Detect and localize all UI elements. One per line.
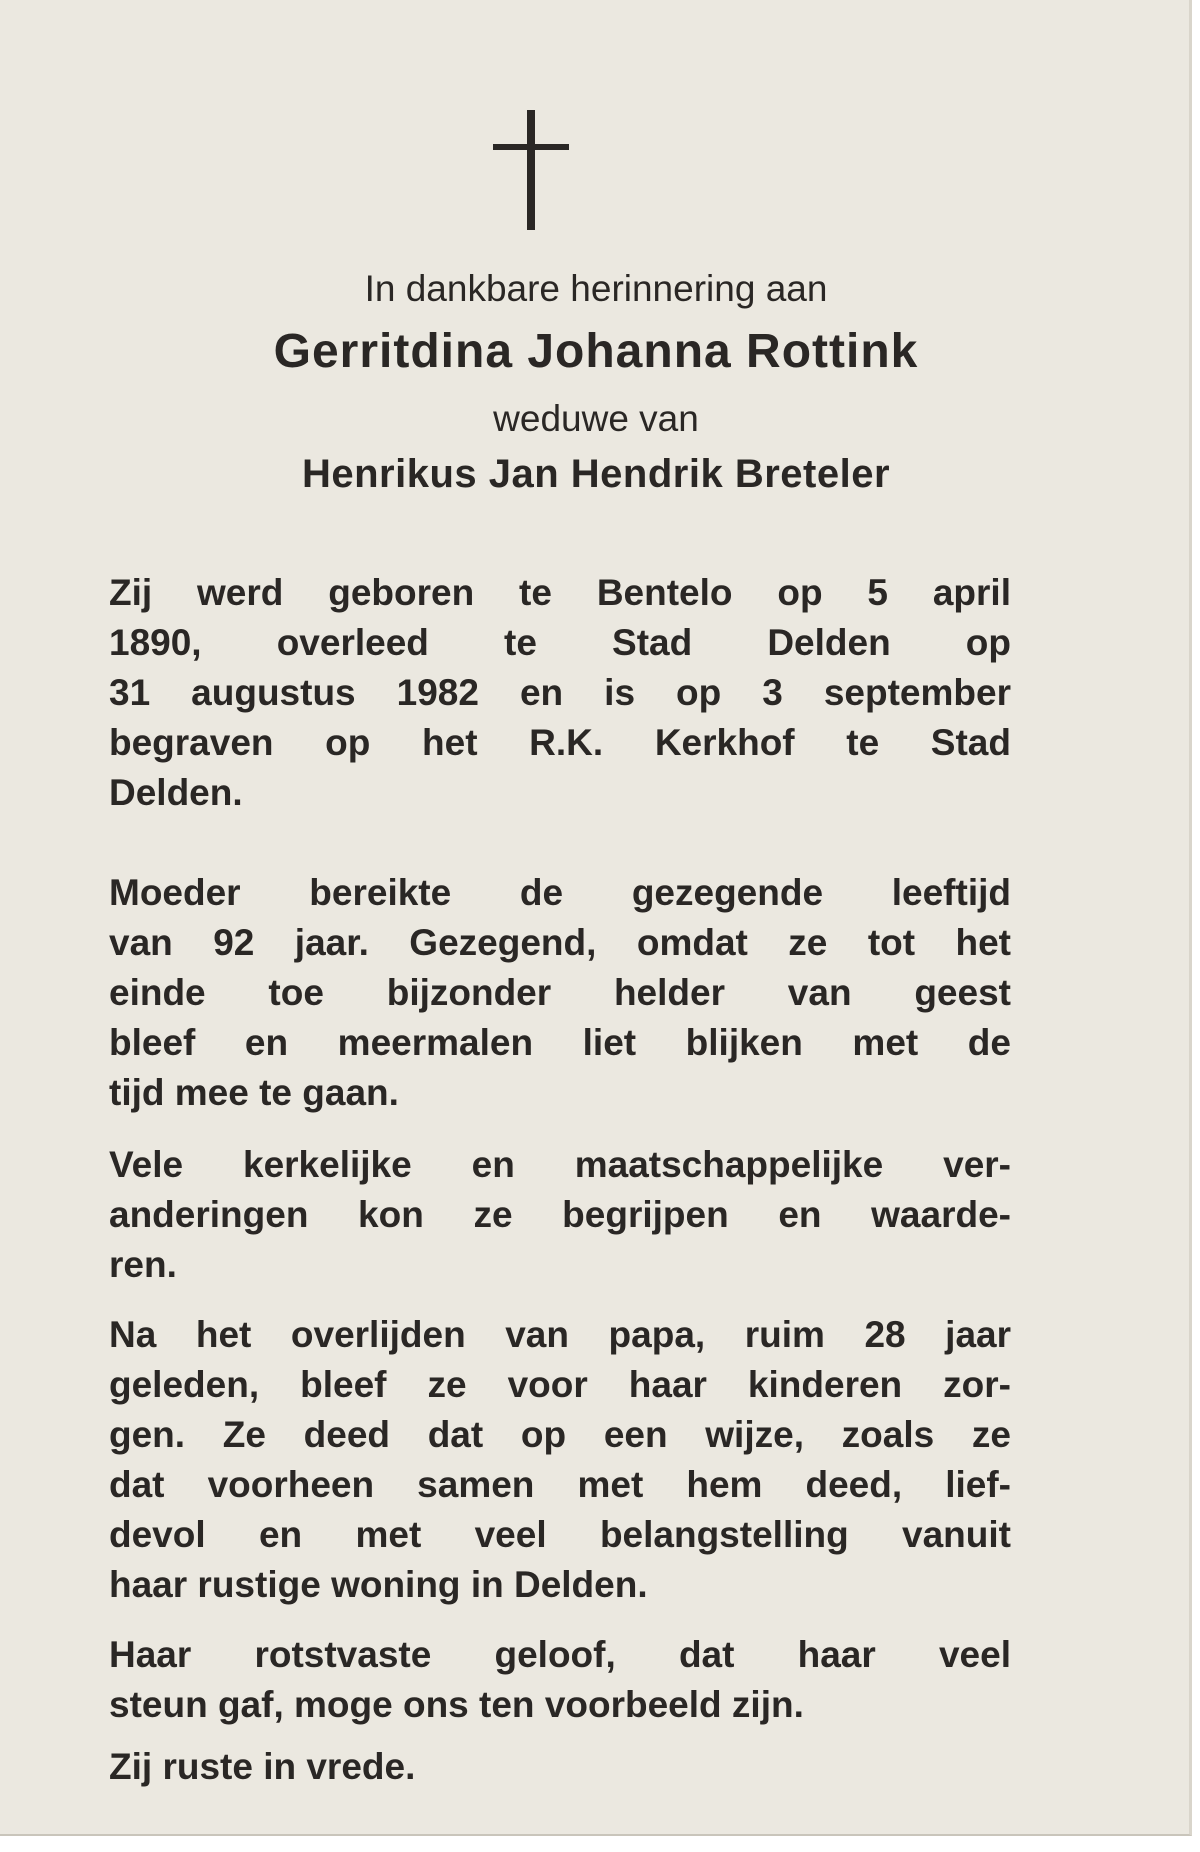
- text-line: Delden.: [109, 772, 243, 813]
- text-line: Moeder bereikte de gezegende leeftijd: [109, 872, 1011, 913]
- husband-name: Henrikus Jan Hendrik Breteler: [301, 452, 891, 496]
- text-line: Haar rotstvaste geloof, dat haar veel: [109, 1634, 1011, 1675]
- text-line: anderingen kon ze begrijpen en waarde-: [109, 1194, 1011, 1235]
- text-line: 1890, overleed te Stad Delden op: [109, 622, 1011, 663]
- text-line: devol en met veel belangstelling vanuit: [109, 1514, 1011, 1555]
- text-line: einde toe bijzonder helder van geest: [109, 972, 1011, 1013]
- paragraph-changes: [109, 1140, 1011, 1290]
- paragraph-birth-death: [109, 568, 1011, 818]
- paragraph-care: [109, 1310, 1011, 1610]
- closing-line: [109, 1742, 1011, 1792]
- text-line: gen. Ze deed dat op een wijze, zoals ze: [109, 1414, 1011, 1455]
- text-line: Zij ruste in vrede.: [109, 1746, 416, 1787]
- text-line: van 92 jaar. Gezegend, omdat ze tot het: [109, 922, 1011, 963]
- text-line: geleden, bleef ze voor haar kinderen zor-: [109, 1364, 1011, 1405]
- text-line: dat voorheen samen met hem deed, lief-: [109, 1464, 1011, 1505]
- deceased-name: Gerritdina Johanna Rottink: [273, 325, 919, 378]
- text-line: begraven op het R.K. Kerkhof te Stad: [109, 722, 1011, 763]
- text-line: 31 augustus 1982 en is op 3 september: [109, 672, 1011, 713]
- text-line: tijd mee te gaan.: [109, 1072, 399, 1113]
- paragraph-faith: [109, 1630, 1011, 1730]
- widow-of-line: weduwe van: [493, 398, 699, 439]
- text-line: steun gaf, moge ons ten voorbeeld zijn.: [109, 1684, 804, 1725]
- text-line: bleef en meermalen liet blijken met de: [109, 1022, 1011, 1063]
- text-line: ren.: [109, 1244, 177, 1285]
- text-line: Na het overlijden van papa, ruim 28 jaar: [109, 1314, 1011, 1355]
- text-line: Vele kerkelijke en maatschappelijke ver-: [109, 1144, 1011, 1185]
- text-line: haar rustige woning in Delden.: [109, 1564, 648, 1605]
- cross-icon: [493, 110, 569, 230]
- paragraph-age: [109, 868, 1011, 1118]
- text-line: Zij werd geboren te Bentelo op 5 april: [109, 572, 1011, 613]
- intro-line: In dankbare herinnering aan: [364, 268, 828, 309]
